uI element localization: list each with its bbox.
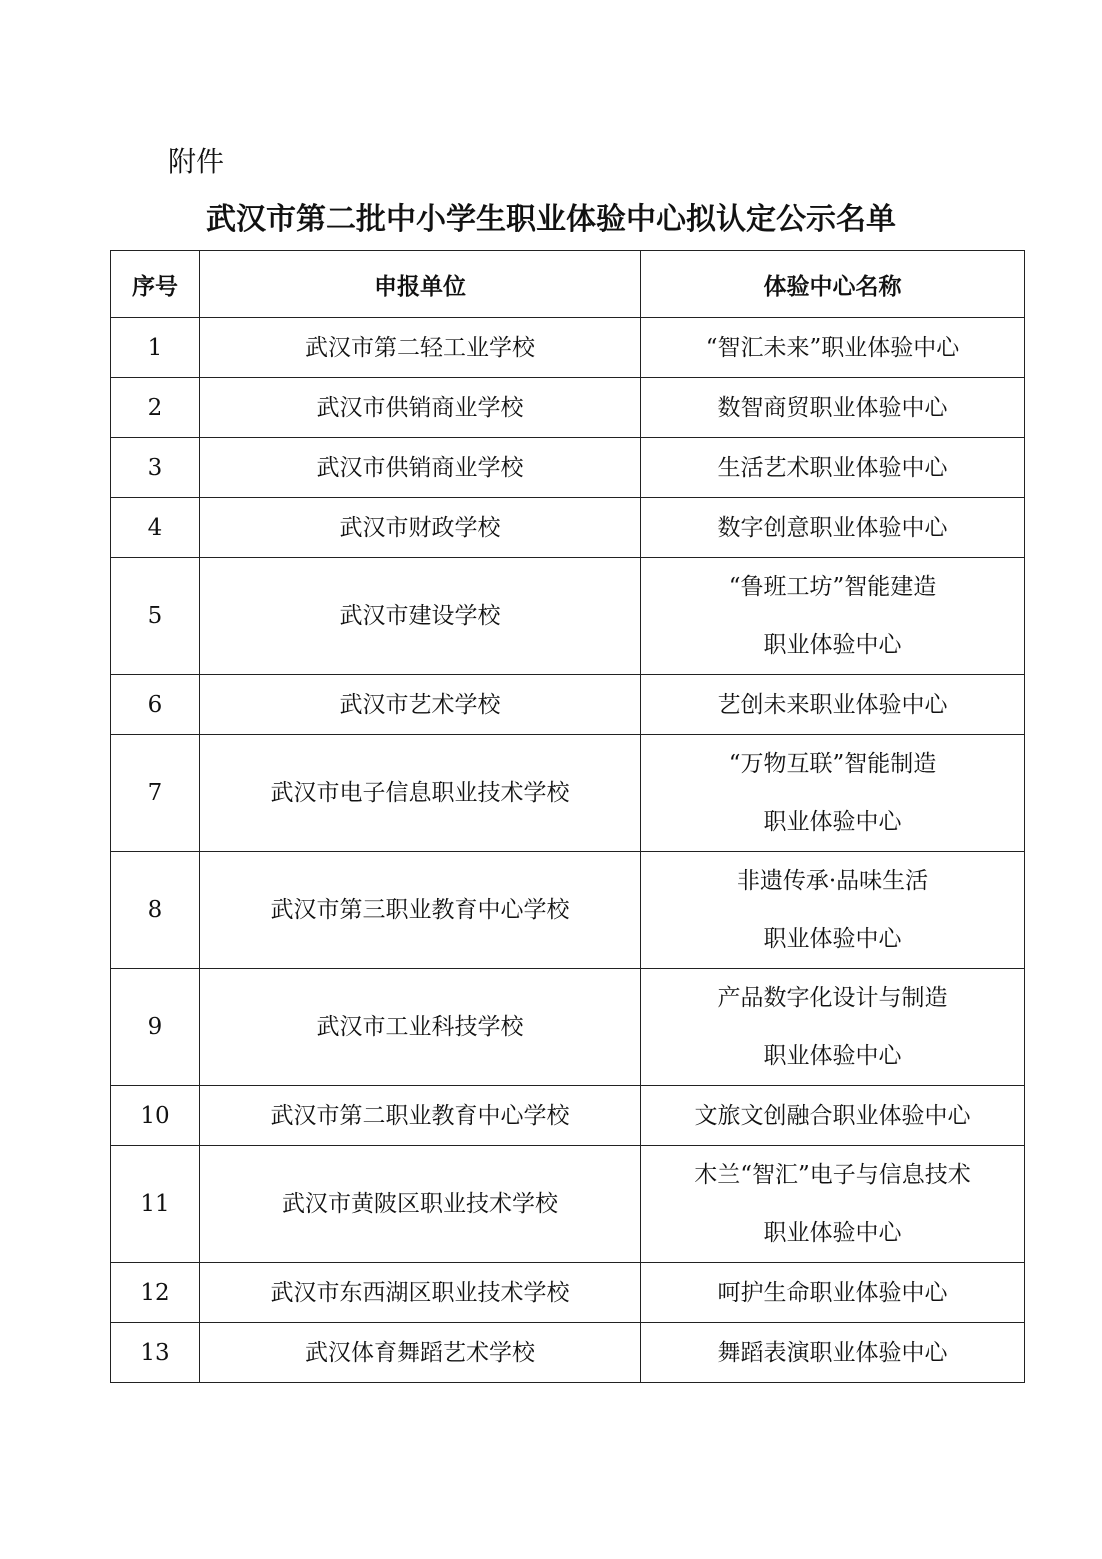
- row-center: [641, 735, 1025, 852]
- row-unit: 武汉市工业科技学校: [200, 969, 641, 1086]
- row-number: 10: [111, 1086, 200, 1146]
- row-number: 6: [111, 675, 200, 735]
- table-row: [111, 852, 1025, 969]
- center-name-line: 非遗传承·品味生活: [736, 868, 929, 894]
- center-name-line: 艺创未来职业体验中心: [717, 691, 948, 718]
- center-name-line: 职业体验中心: [763, 632, 902, 658]
- center-name-line: 职业体验中心: [763, 809, 902, 835]
- row-number: 13: [111, 1323, 200, 1383]
- row-center: [641, 498, 1025, 558]
- roster-table: [110, 250, 1025, 1383]
- row-unit: 武汉市财政学校: [200, 498, 641, 558]
- center-name-line: 生活艺术职业体验中心: [717, 454, 948, 481]
- row-unit: 武汉市第二职业教育中心学校: [200, 1086, 641, 1146]
- row-number: 3: [111, 438, 200, 498]
- center-name-line: 数智商贸职业体验中心: [717, 394, 948, 421]
- table-row: [111, 735, 1025, 852]
- center-name-line: 呵护生命职业体验中心: [717, 1279, 948, 1306]
- center-name-line: 舞蹈表演职业体验中心: [717, 1339, 948, 1366]
- row-unit: 武汉市电子信息职业技术学校: [200, 735, 641, 852]
- attachment-label: 附件: [168, 145, 225, 178]
- table-row: [111, 318, 1025, 378]
- center-name-line: “万物互联”智能制造: [728, 751, 937, 777]
- table-row: [111, 969, 1025, 1086]
- row-unit: 武汉市第二轻工业学校: [200, 318, 641, 378]
- header-number: 序号: [111, 251, 200, 318]
- table-row: [111, 558, 1025, 675]
- document-title: 武汉市第二批中小学生职业体验中心拟认定公示名单: [206, 202, 896, 237]
- row-center: [641, 318, 1025, 378]
- row-unit: 武汉市艺术学校: [200, 675, 641, 735]
- center-name-line: “鲁班工坊”智能建造: [728, 574, 937, 600]
- row-center: [641, 675, 1025, 735]
- table-row: [111, 498, 1025, 558]
- row-unit: 武汉市第三职业教育中心学校: [200, 852, 641, 969]
- header-center: 体验中心名称: [641, 251, 1025, 318]
- center-name-line: 数字创意职业体验中心: [717, 514, 948, 541]
- row-unit: 武汉市供销商业学校: [200, 438, 641, 498]
- row-unit: 武汉市黄陂区职业技术学校: [200, 1146, 641, 1263]
- table-row: [111, 438, 1025, 498]
- header-unit: 申报单位: [200, 251, 641, 318]
- row-unit: 武汉市东西湖区职业技术学校: [200, 1263, 641, 1323]
- table-header-row: [111, 251, 1025, 318]
- center-name-line: 职业体验中心: [763, 1043, 902, 1069]
- row-center: [641, 1323, 1025, 1383]
- center-name-line: 文旅文创融合职业体验中心: [694, 1102, 971, 1129]
- center-name-line: “智汇未来”职业体验中心: [705, 334, 960, 361]
- row-unit: 武汉体育舞蹈艺术学校: [200, 1323, 641, 1383]
- row-number: 8: [111, 852, 200, 969]
- table-row: [111, 675, 1025, 735]
- row-unit: 武汉市建设学校: [200, 558, 641, 675]
- row-center: [641, 969, 1025, 1086]
- row-center: [641, 558, 1025, 675]
- row-number: 5: [111, 558, 200, 675]
- row-number: 11: [111, 1146, 200, 1263]
- center-name-line: 职业体验中心: [763, 926, 902, 952]
- table-row: [111, 1086, 1025, 1146]
- row-center: [641, 1146, 1025, 1263]
- row-number: 9: [111, 969, 200, 1086]
- row-number: 4: [111, 498, 200, 558]
- center-name-line: 产品数字化设计与制造: [717, 985, 948, 1011]
- row-number: 2: [111, 378, 200, 438]
- row-center: [641, 1086, 1025, 1146]
- table-row: [111, 1323, 1025, 1383]
- row-number: 1: [111, 318, 200, 378]
- center-name-line: 职业体验中心: [763, 1220, 902, 1246]
- table-row: [111, 1263, 1025, 1323]
- table-row: [111, 1146, 1025, 1263]
- row-center: [641, 852, 1025, 969]
- row-unit: 武汉市供销商业学校: [200, 378, 641, 438]
- row-number: 7: [111, 735, 200, 852]
- row-center: [641, 1263, 1025, 1323]
- row-center: [641, 378, 1025, 438]
- row-center: [641, 438, 1025, 498]
- row-number: 12: [111, 1263, 200, 1323]
- center-name-line: 木兰“智汇”电子与信息技术: [694, 1162, 971, 1188]
- table-row: [111, 378, 1025, 438]
